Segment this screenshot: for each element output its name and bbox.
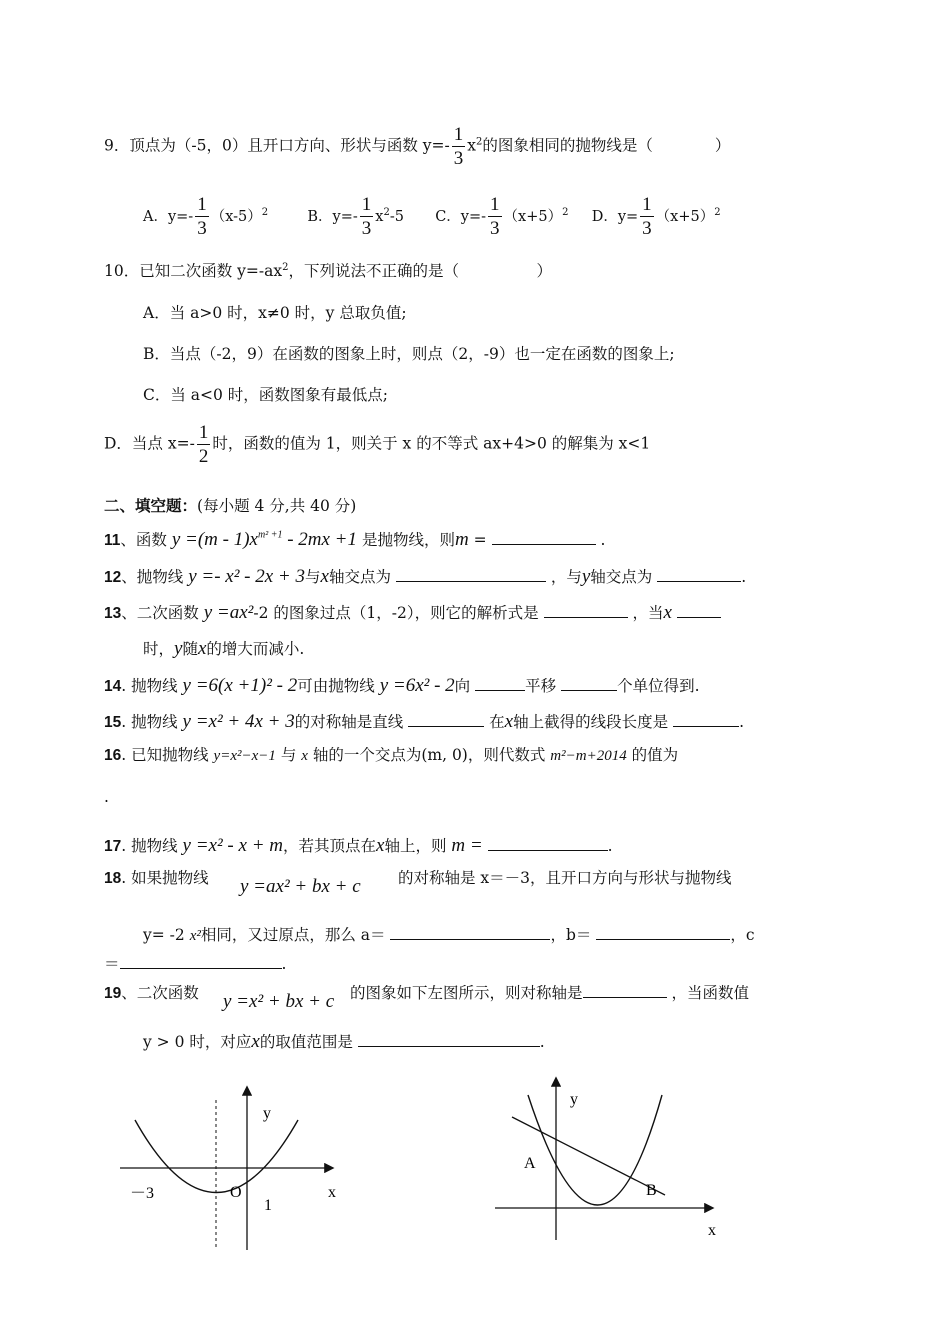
origin-label: O — [230, 1184, 242, 1201]
figure-left-parabola — [110, 1080, 350, 1255]
q18-line3: ＝ . — [104, 955, 287, 973]
answer-blank[interactable] — [488, 836, 608, 851]
q18-line1-tail: 的对称轴是 x＝－3，且开口方向与形状与抛物线 — [398, 869, 732, 887]
q19-equation: y =x² + bx + c — [223, 991, 335, 1012]
x-axis-label: x — [328, 1184, 336, 1201]
q17: 17. 抛物线 y =x² - x + m，若其顶点在x轴上，则 m = . — [104, 835, 613, 856]
q10-option-a: A．当 a>0 时，x≠0 时，y 总取负值; — [143, 304, 407, 322]
q16-line2: . — [104, 788, 109, 806]
point-a-label: A — [524, 1155, 536, 1172]
q10-option-d: D．当点 x=- $\frac{1}{2}$ 时，函数的值为 1，则关于 x 的不等式 ax+4>0 的解集为 x<1 — [104, 422, 651, 467]
point-b-label: B — [646, 1182, 657, 1199]
q9-options — [143, 195, 721, 238]
q11: 11、函数 $y =(m - 1)x^{m^2 +1} - 2mx +1$ 是抛物线，则m = . — [104, 529, 606, 550]
parabola-curve — [528, 1095, 662, 1205]
q10-option-c: C．当 a<0 时，函数图象有最低点; — [143, 386, 389, 404]
x-axis-label: x — [708, 1222, 716, 1239]
answer-blank[interactable] — [657, 567, 741, 582]
q9-option-a: A．y=- $\frac{1}{3}$ $(x-5)^2$ — [143, 194, 269, 239]
answer-blank[interactable] — [677, 603, 721, 618]
answer-blank[interactable] — [475, 676, 525, 691]
q9-option-d: D．y= $\frac{1}{3}$ $(x+5)^2$ — [591, 194, 721, 239]
q12: 12、抛物线 y =- x² - 2x + 3与x轴交点为 ，与y轴交点为 . — [104, 566, 747, 587]
answer-blank[interactable] — [673, 712, 739, 727]
figure-right-parabola — [490, 1075, 730, 1245]
q16-line1: 16. 已知抛物线 y=x²−x−1 与 x 轴的一个交点为(m, 0)，则代数式 m²−m+2014 的值为 — [104, 746, 679, 764]
answer-blank[interactable] — [492, 530, 596, 545]
answer-blank[interactable] — [358, 1032, 540, 1047]
y-axis-label: y — [570, 1091, 578, 1108]
answer-blank[interactable] — [544, 603, 628, 618]
q18-line1: 18. 如果抛物线 — [104, 869, 209, 887]
answer-blank[interactable] — [561, 676, 617, 691]
root-label-1: 1 — [264, 1197, 272, 1214]
q13-line1: 13、二次函数 y =ax²-2 的图象过点（1，-2），则它的解析式是 ，当x — [104, 601, 721, 624]
q9-stem: 9．顶点为（-5，0）且开口方向、形状与函数 y=- $\frac{1}{3}$ $x^2$的图象相同的抛物线是（ ） — [104, 124, 731, 169]
q9-option-c: C．y=- $\frac{1}{3}$ $(x+5)^2$ — [435, 194, 569, 239]
answer-blank[interactable] — [390, 925, 550, 940]
root-label-neg3: －3 — [130, 1185, 155, 1202]
q19-line2: y > 0 时，对应x的取值范围是 . — [143, 1031, 545, 1052]
answer-blank[interactable] — [408, 712, 484, 727]
answer-blank[interactable] — [396, 567, 546, 582]
y-axis-label: y — [263, 1105, 271, 1122]
q10-option-b: B．当点（-2，9）在函数的图象上时，则点（2，-9）也一定在函数的图象上; — [143, 345, 675, 363]
q19-line1: 19、二次函数 — [104, 984, 199, 1002]
answer-blank[interactable] — [583, 983, 667, 998]
answer-blank[interactable] — [596, 925, 730, 940]
section-heading: 二、填空题：(每小题 4 分,共 40 分) — [104, 496, 357, 515]
q10-stem: 10．已知二次函数 $y=-ax^2$，下列说法不正确的是（ ） — [104, 261, 553, 280]
q14: 14. 抛物线 y =6(x +1)² - 2可由抛物线 y =6x² - 2向 平移 个单位得到. — [104, 675, 700, 696]
q19-line1-tail: 的图象如下左图所示，则对称轴是 ，当函数值 — [350, 984, 749, 1002]
q9-option-b: B．y=- $\frac{1}{3}$ $x^2-5$ — [307, 194, 404, 239]
q13-line2: 时，y随x的增大而减小. — [143, 638, 305, 659]
answer-blank[interactable] — [120, 954, 282, 969]
q18-equation: y =ax² + bx + c — [240, 876, 361, 897]
q18-line2: y= -2 x²相同，又过原点，那么 a＝ ，b＝ ，c — [143, 926, 755, 944]
fraction: $\frac{1}{3}$ — [453, 124, 464, 169]
q15: 15. 抛物线 y =x² + 4x + 3的对称轴是直线 在x轴上截得的线段长度是 . — [104, 711, 744, 732]
